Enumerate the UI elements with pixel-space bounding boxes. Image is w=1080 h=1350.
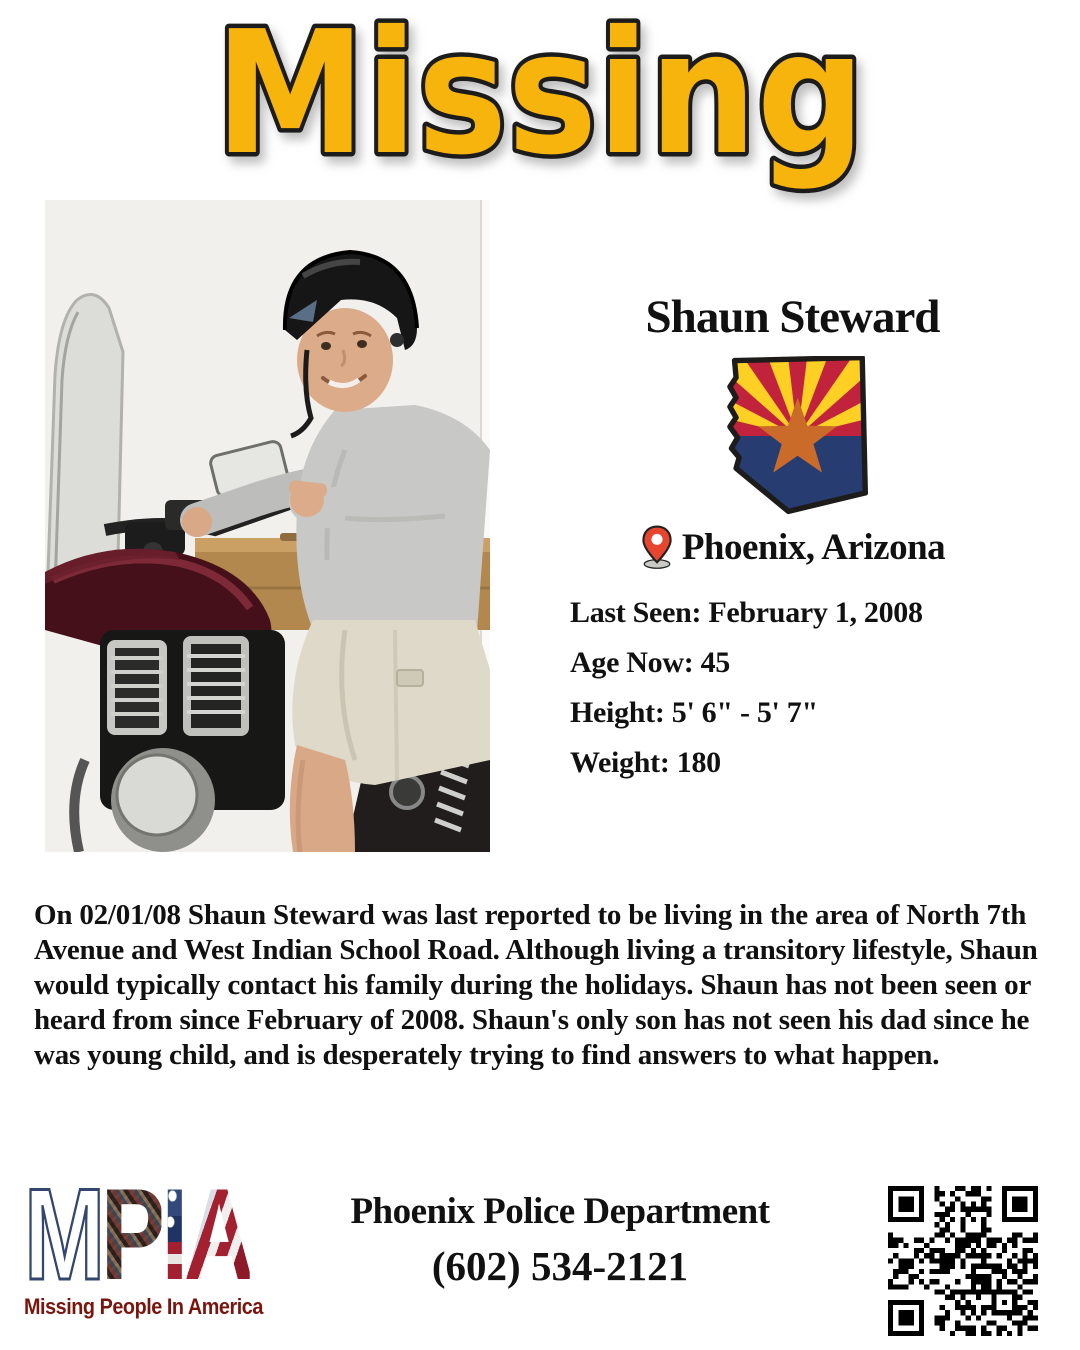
mpia-tagline: Missing People In America [24,1294,263,1319]
mpia-letter-a: A [183,1161,250,1307]
detail-last-seen: Last Seen: February 1, 2008 [570,596,923,629]
person-info-column [520,290,1065,788]
missing-title-text: Missing [215,0,865,193]
agency-block [280,1190,840,1290]
location-pin-icon [640,524,674,570]
agency-phone: (602) 534-2121 [431,1243,689,1289]
mpia-letter-p: P [100,1161,162,1307]
location-row [520,524,1065,570]
location-text: Phoenix, Arizona [681,526,946,568]
person-photo [45,200,490,852]
missing-title [190,0,890,210]
detail-weight: Weight: 180 [570,746,721,779]
detail-height: Height: 5' 6" - 5' 7" [570,696,818,729]
footer [0,1161,1080,1350]
mpia-letter-i: I [161,1161,184,1307]
arizona-state-flag-icon [714,356,872,516]
mpia-letters [24,1161,250,1307]
description-text: On 02/01/08 Shaun Steward was last reported to be living in the area of North 7th Avenue and West Indian School Road. Although living a transitory lifestyle, Shaun would typically contact his family during the holidays. Shaun has not been seen or heard from since February of 2008. Shaun's only son has not seen his dad since he was young child, and is desperately trying to find answers to what happen. [34,899,1038,1071]
person-details [520,588,1065,788]
qr-code [888,1186,1038,1336]
agency-name: Phoenix Police Department [350,1191,770,1232]
mpia-letter-m: M [24,1161,101,1307]
person-name: Shaun Steward [645,291,940,343]
detail-age-now: Age Now: 45 [570,646,731,679]
